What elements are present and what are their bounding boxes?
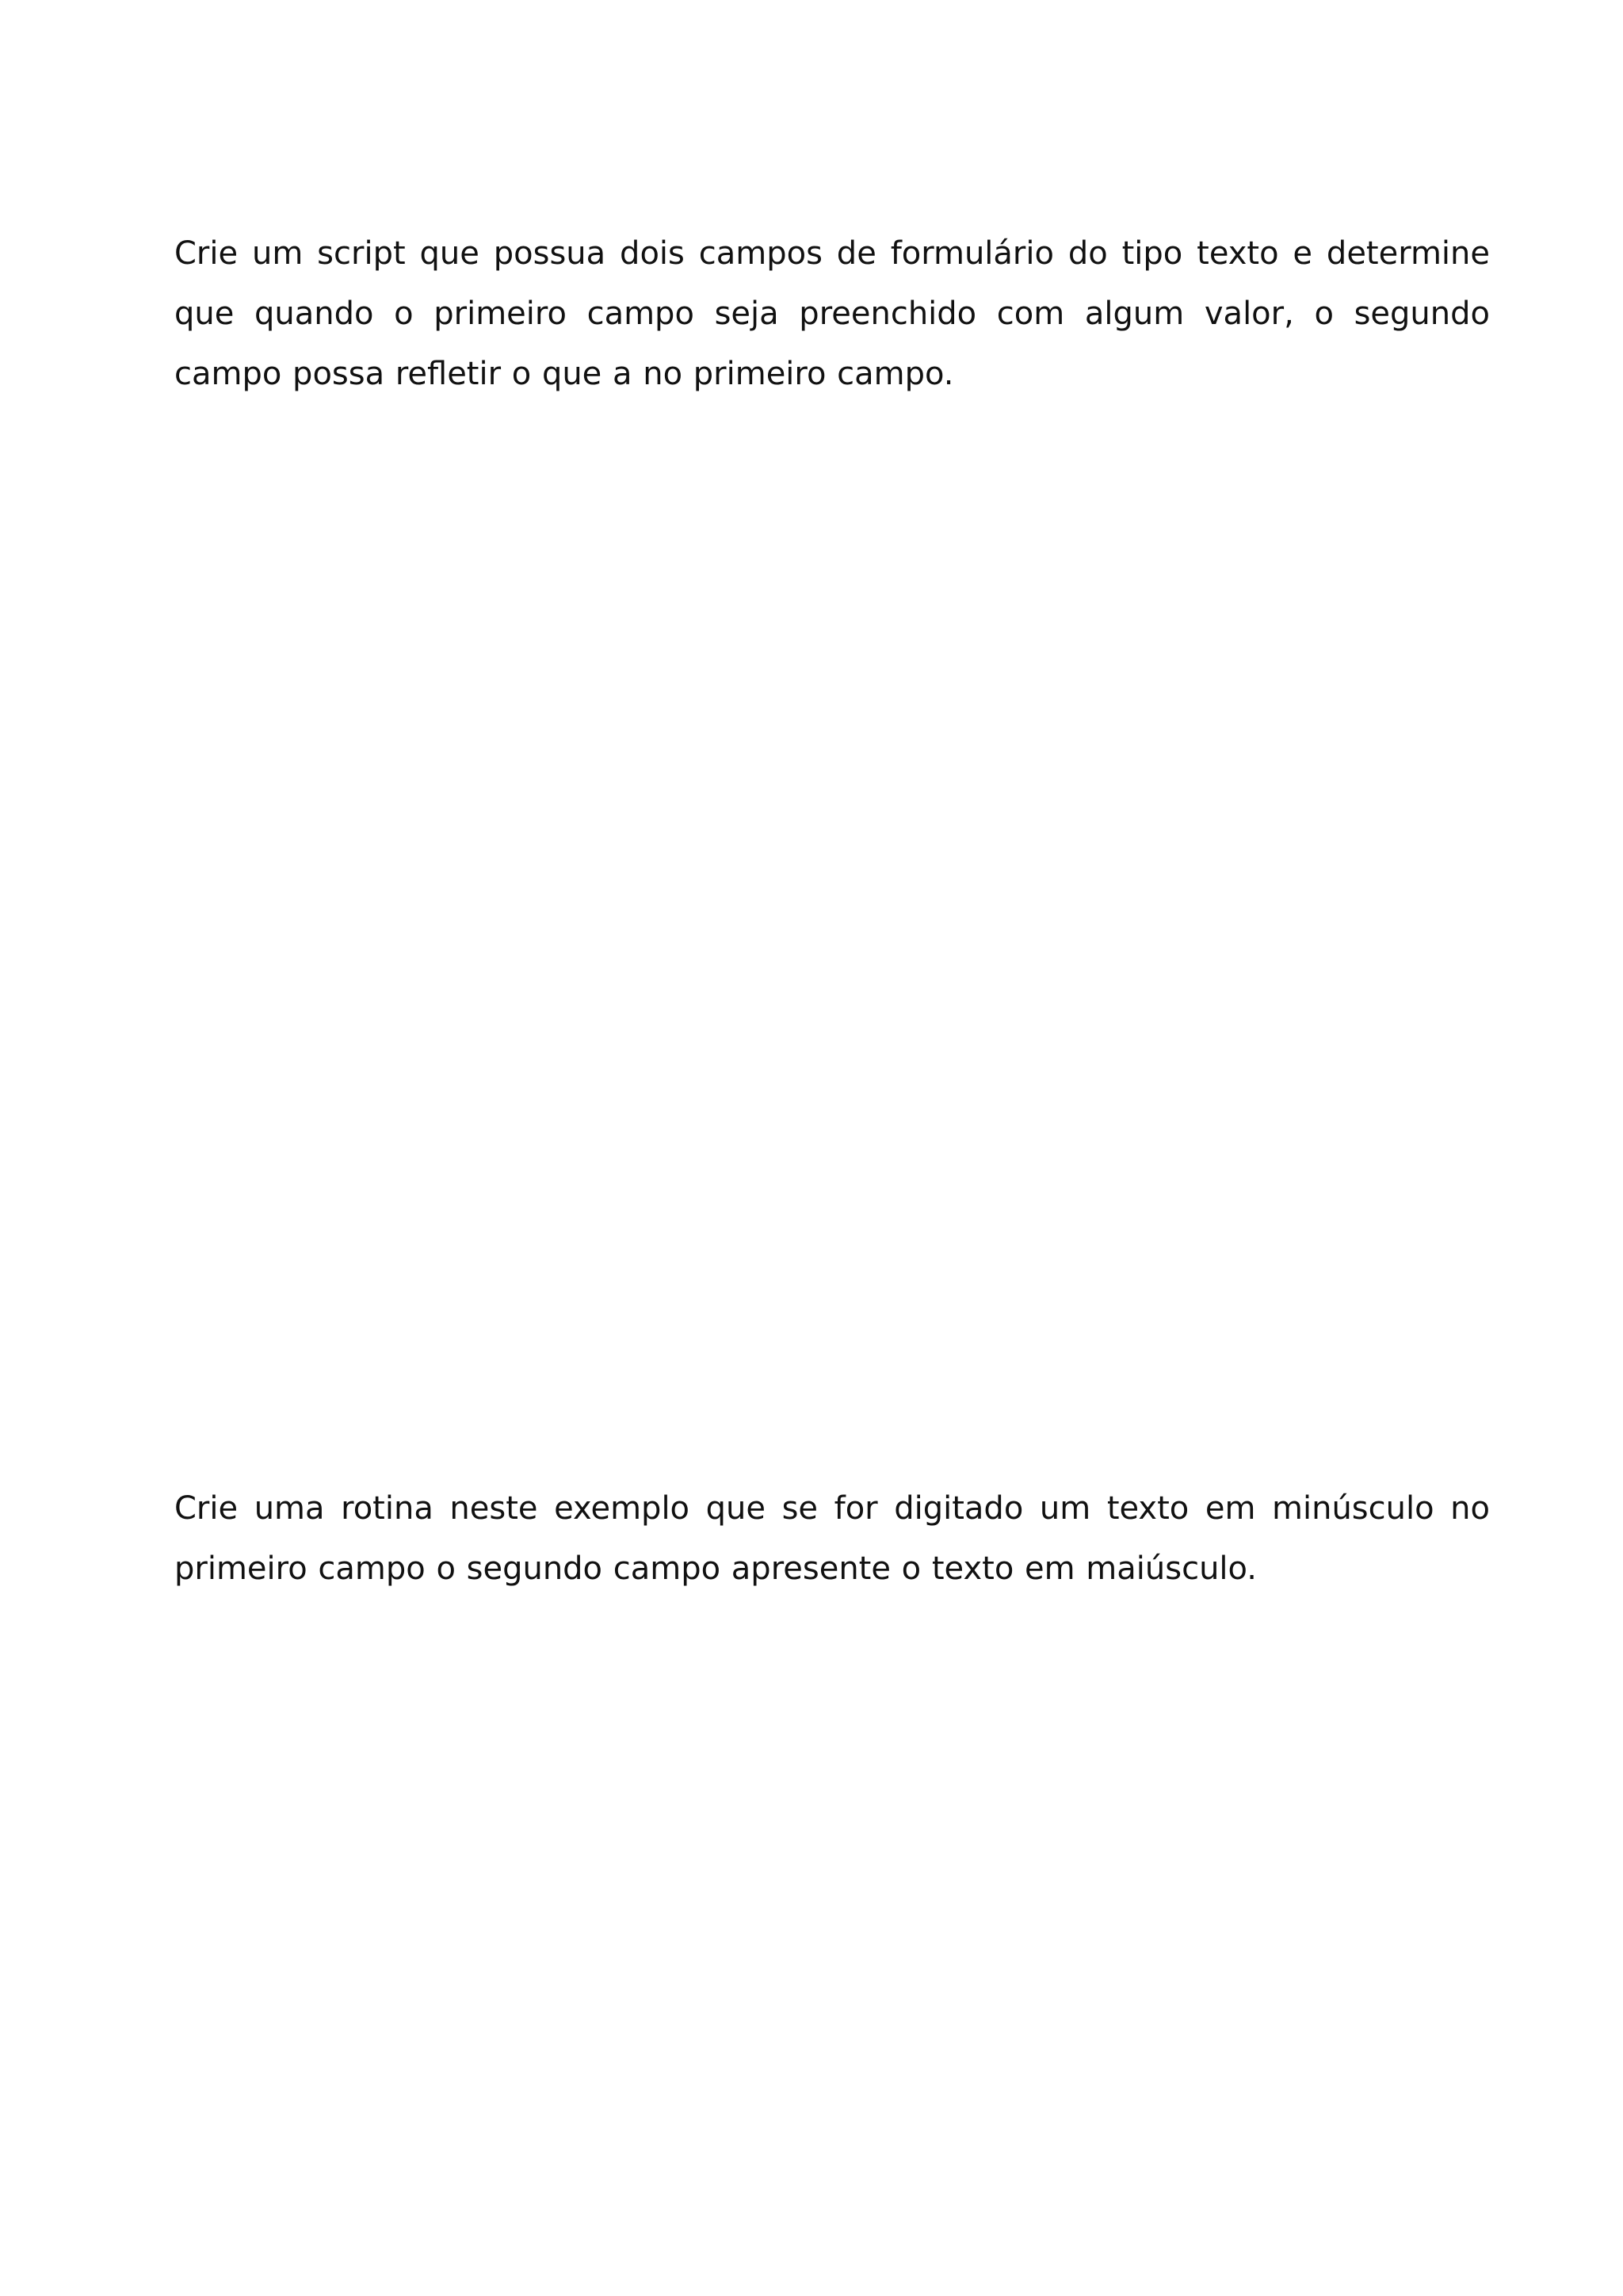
exercise-paragraph-1: Crie um script que possua dois campos de formulário do tipo texto e determine que quando o primeiro campo seja preenchido com algum valor, o segundo campo possa refletir o que a no primeiro campo. bbox=[174, 235, 1490, 392]
exercise-paragraph-2: Crie uma rotina neste exemplo que se for digitado um texto em minúsculo no primeiro campo o segundo campo apresente o texto em maiúsculo. bbox=[174, 1490, 1490, 1587]
